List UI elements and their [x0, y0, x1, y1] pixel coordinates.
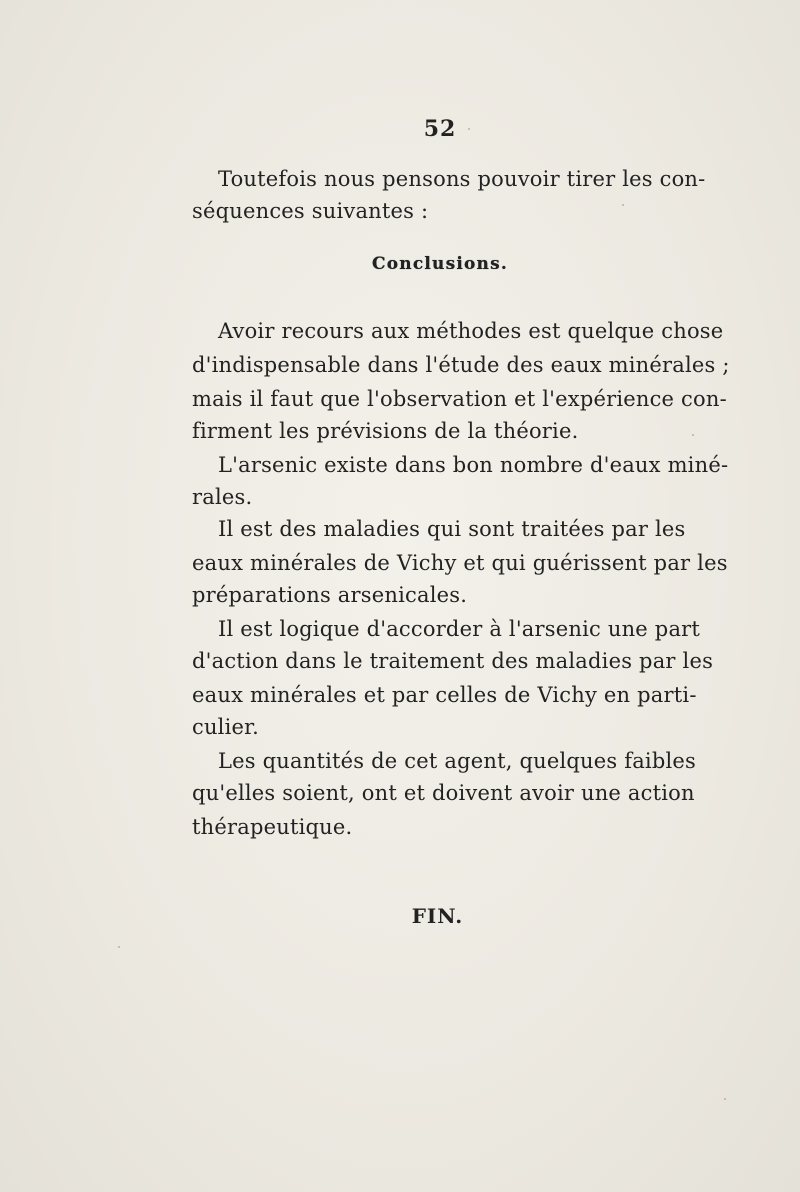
- paragraph-1-line-3: mais il faut que l'observation et l'expérience con-: [192, 387, 727, 411]
- paragraph-5-line-3: thérapeutique.: [192, 815, 353, 839]
- intro-line-1: Toutefois nous pensons pouvoir tirer les con-: [218, 167, 706, 191]
- paragraph-4-line-2: d'action dans le traitement des maladies par les: [192, 649, 714, 673]
- paper-speck: [692, 434, 694, 436]
- paragraph-1-line-2: d'indispensable dans l'étude des eaux minérales ;: [192, 353, 730, 377]
- paragraph-2-line-2: rales.: [192, 485, 253, 509]
- paragraph-1-line-1: Avoir recours aux méthodes est quelque chose: [218, 319, 724, 343]
- paragraph-4-line-3: eaux minérales et par celles de Vichy en parti-: [192, 683, 697, 707]
- paragraph-2-line-1: L'arsenic existe dans bon nombre d'eaux miné-: [218, 453, 729, 477]
- intro-line-2: séquences suivantes :: [192, 199, 429, 223]
- paragraph-3-line-2: eaux minérales de Vichy et qui guérissent par les: [192, 551, 728, 575]
- paragraph-3-line-3: préparations arsenicales.: [192, 583, 468, 607]
- paragraph-5-line-1: Les quantités de cet agent, quelques faibles: [218, 749, 696, 773]
- end-mark: FIN.: [411, 904, 464, 928]
- paper-speck: [724, 1098, 726, 1100]
- page-number: 52: [423, 116, 457, 142]
- paper-speck: [468, 128, 470, 130]
- paragraph-5-line-2: qu'elles soient, ont et doivent avoir une action: [192, 781, 695, 805]
- paragraph-4-line-4: culier.: [192, 715, 259, 739]
- paper-speck: [118, 946, 120, 948]
- section-heading: Conclusions.: [371, 254, 508, 274]
- paragraph-3-line-1: Il est des maladies qui sont traitées par les: [218, 517, 686, 541]
- paragraph-1-line-4: firment les prévisions de la théorie.: [192, 419, 579, 443]
- paper-speck: [622, 204, 624, 206]
- paragraph-4-line-1: Il est logique d'accorder à l'arsenic une part: [218, 617, 701, 641]
